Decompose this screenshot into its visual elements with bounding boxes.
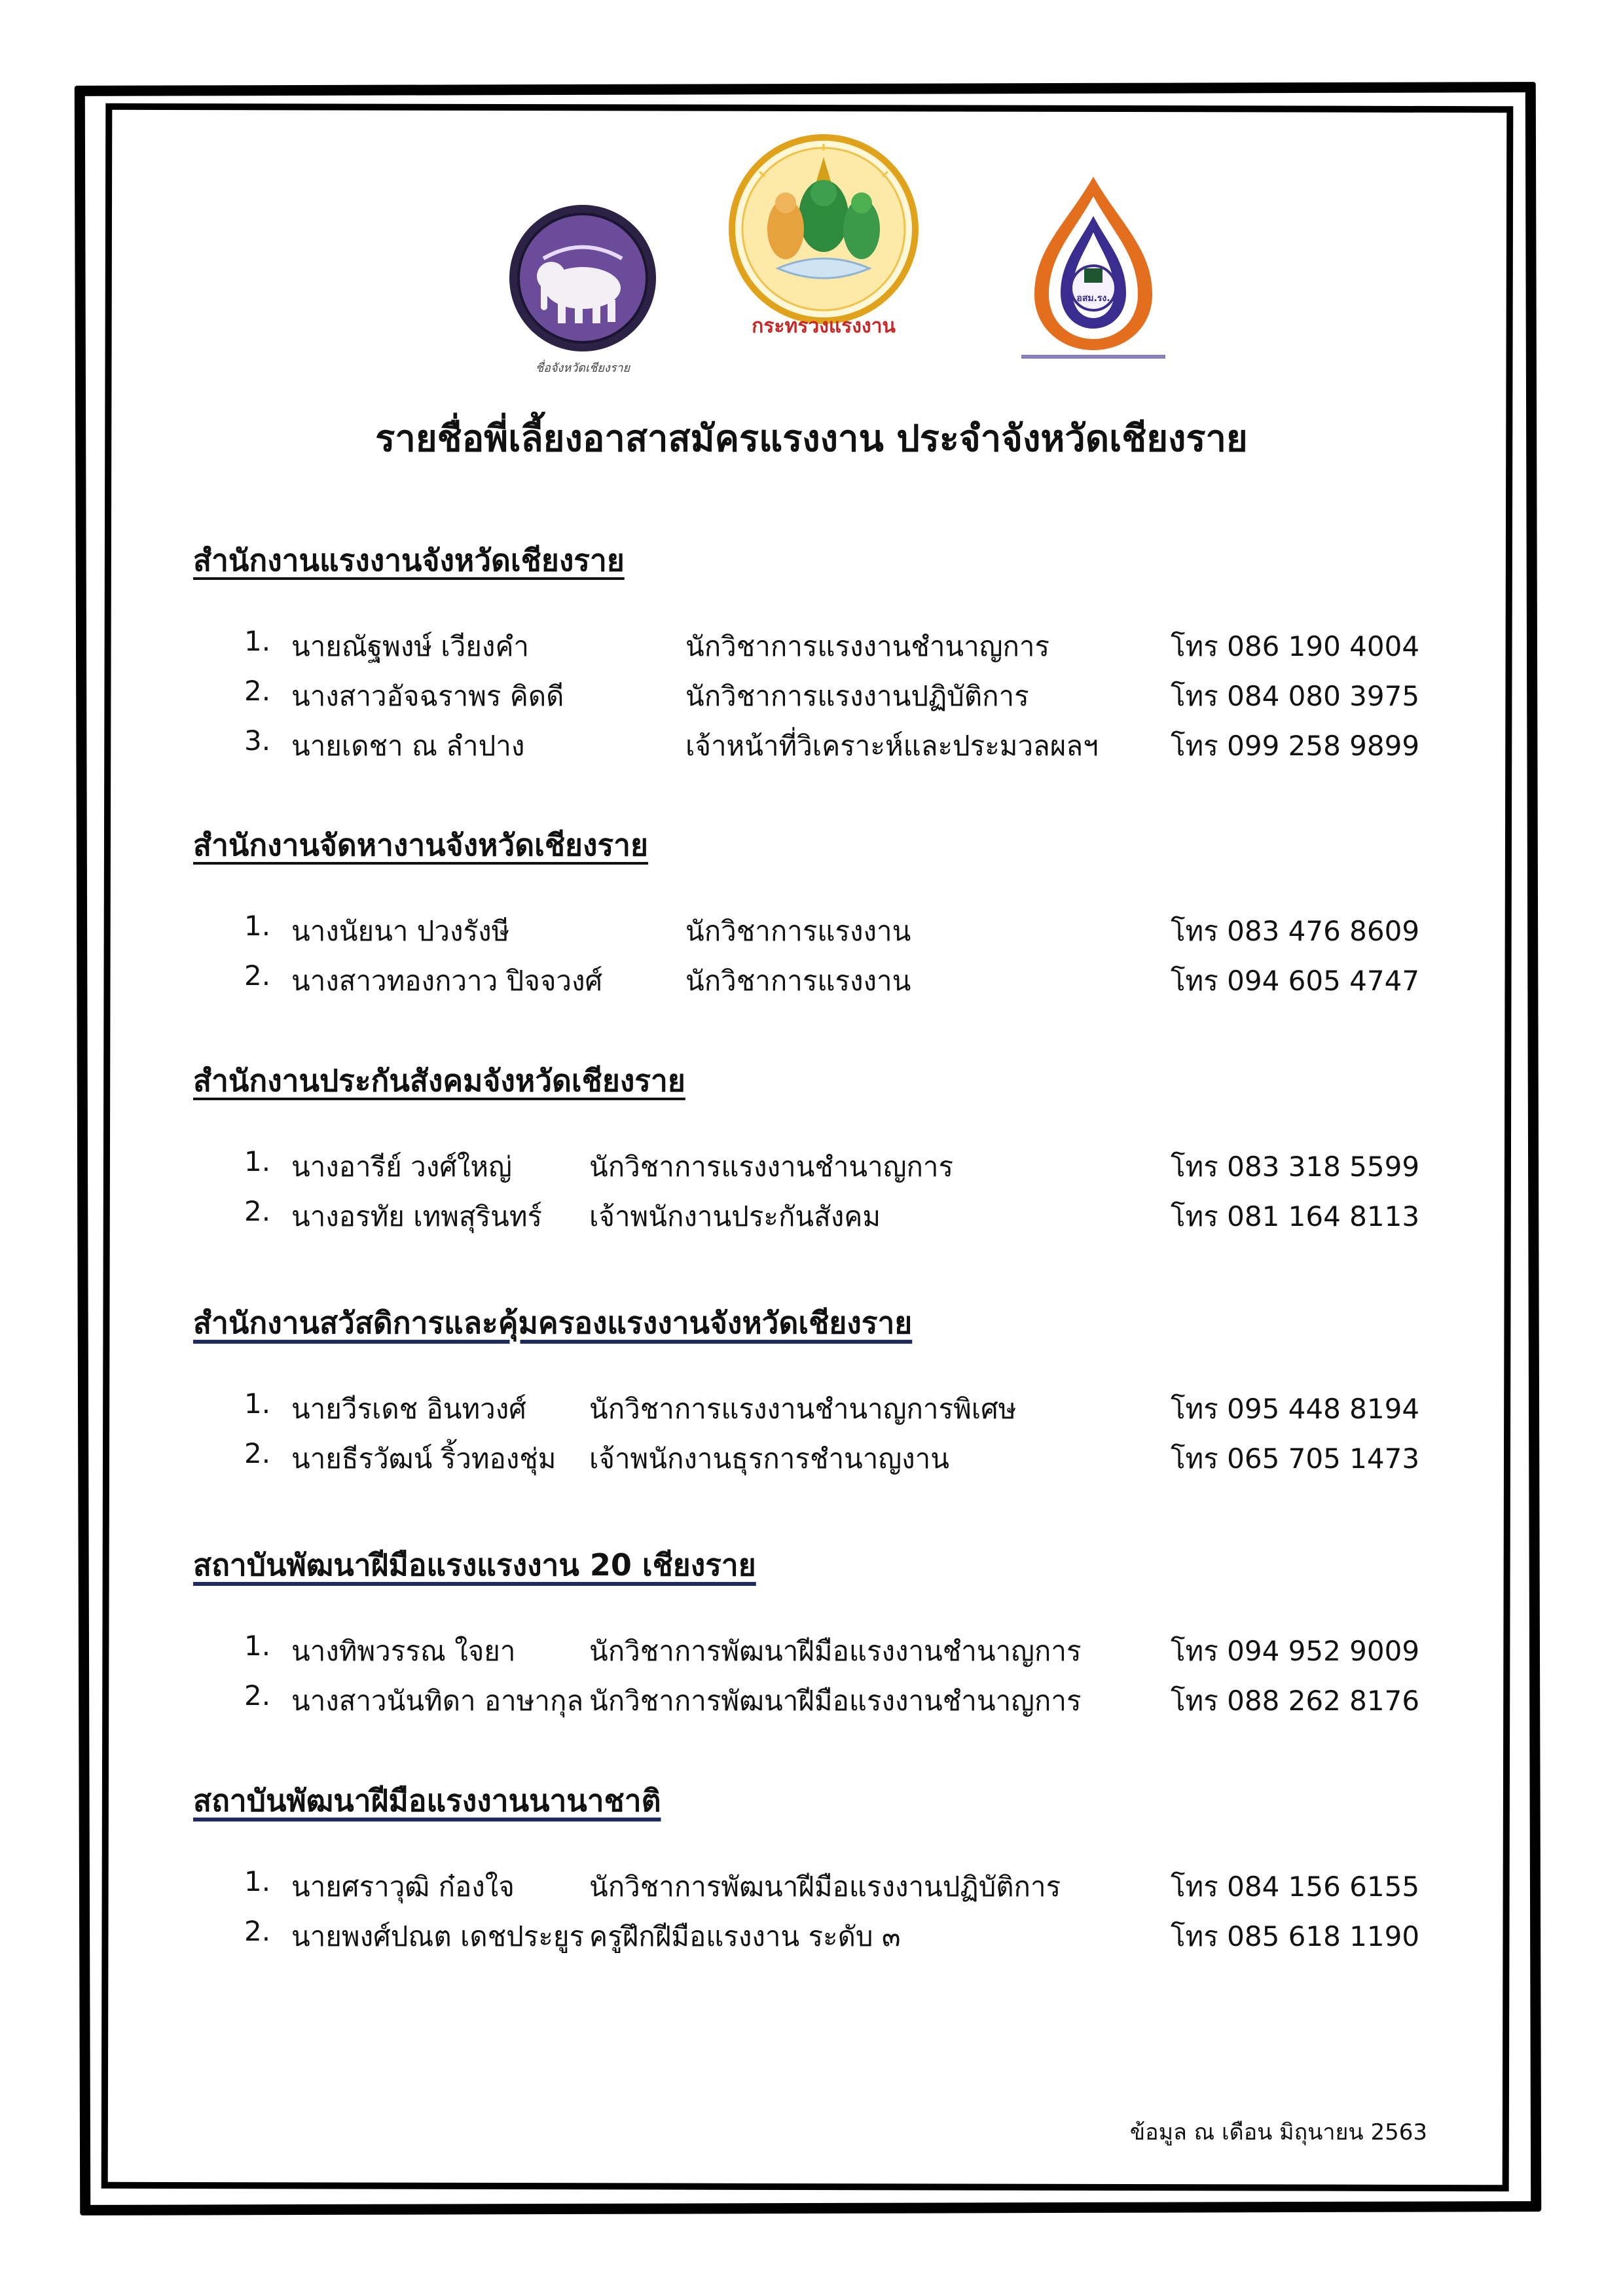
section-labour-office — [193, 537, 1503, 774]
section-heading: สำนักงานแรงงานจังหวัดเชียงราย — [193, 543, 625, 578]
item-number: 2. — [244, 1437, 271, 1469]
ministry-seal-caption: กระทรวงแรงงาน — [752, 315, 896, 338]
list-item — [193, 1915, 1503, 1965]
item-number: 1. — [244, 910, 271, 942]
volunteer-emblem-logo — [1008, 170, 1178, 367]
person-role: เจ้าหน้าที่วิเคราะห์และประมวลผลฯ — [685, 730, 1099, 762]
people-list — [193, 1865, 1503, 1965]
section-heading: สำนักงานสวัสดิการและคุ้มครองแรงงานจังหวัดเชียงราย — [193, 1305, 913, 1340]
person-role: นักวิชาการแรงงานชำนาญการ — [685, 630, 1050, 662]
person-phone: โทร 085 618 1190 — [1171, 1920, 1420, 1952]
person-phone: โทร 065 705 1473 — [1171, 1443, 1420, 1475]
list-item — [193, 725, 1503, 774]
item-number: 3. — [244, 725, 271, 757]
person-role: นักวิชาการพัฒนาฝีมือแรงงานชำนาญการ — [589, 1635, 1082, 1667]
section-heading: สำนักงานจัดหางานจังหวัดเชียงราย — [193, 827, 648, 863]
list-item — [193, 625, 1503, 675]
person-role: นักวิชาการพัฒนาฝีมือแรงงานชำนาญการ — [589, 1685, 1082, 1717]
person-name: นายณัฐพงษ์ เวียงคำ — [291, 630, 530, 662]
volunteer-emblem-caption: อสม.รง. — [1076, 293, 1110, 304]
province-seal-caption: ชื่อจังหวัดเชียงราย — [535, 361, 630, 375]
person-name: นางอรทัย เทพสุรินทร์ — [291, 1200, 543, 1232]
person-role: นักวิชาการแรงงานชำนาญการ — [589, 1151, 954, 1183]
person-name: นายวีรเดช อินทวงศ์ — [291, 1393, 526, 1425]
list-item — [193, 1437, 1503, 1487]
person-role: นักวิชาการแรงงาน — [685, 965, 911, 997]
person-role: เจ้าพนักงานธุรการชำนาญงาน — [589, 1443, 949, 1475]
people-list — [193, 910, 1503, 1009]
person-phone: โทร 083 476 8609 — [1171, 915, 1420, 947]
person-role: นักวิชาการแรงงานปฏิบัติการ — [685, 680, 1029, 712]
person-phone: โทร 099 258 9899 — [1171, 730, 1420, 762]
item-number: 1. — [244, 1630, 271, 1662]
person-phone: โทร 094 605 4747 — [1171, 965, 1420, 997]
item-number: 2. — [244, 1915, 271, 1947]
list-item — [193, 1388, 1503, 1437]
item-number: 2. — [244, 1195, 271, 1227]
person-name: นางนัยนา ปวงรังษี — [291, 915, 510, 947]
person-name: นายศราวุฒิ ก๋องใจ — [291, 1871, 515, 1903]
section-social-security-office — [193, 1057, 1503, 1245]
person-name: นางสาวอัจฉราพร คิดดี — [291, 680, 564, 712]
list-item — [193, 1865, 1503, 1915]
logo-row — [0, 111, 1623, 373]
flame-emblem-icon — [1034, 177, 1152, 350]
person-role: เจ้าพนักงานประกันสังคม — [589, 1200, 881, 1232]
section-welfare-protection-office — [193, 1299, 1503, 1487]
person-phone: โทร 088 262 8176 — [1171, 1685, 1420, 1717]
list-item — [193, 675, 1503, 725]
people-list — [193, 625, 1503, 774]
item-number: 2. — [244, 960, 271, 992]
list-item — [193, 1679, 1503, 1729]
item-number: 1. — [244, 1145, 271, 1177]
person-role: นักวิชาการพัฒนาฝีมือแรงงานปฏิบัติการ — [589, 1871, 1061, 1903]
person-name: นางอารีย์ วงศ์ใหญ่ — [291, 1151, 512, 1183]
person-name: นางสาวนันทิดา อาษากุล — [291, 1685, 584, 1717]
list-item — [193, 1145, 1503, 1195]
item-number: 1. — [244, 1865, 271, 1897]
people-list — [193, 1145, 1503, 1245]
item-number: 2. — [244, 1679, 271, 1712]
data-date-note: ข้อมูล ณ เดือน มิถุนายน 2563 — [1129, 2119, 1427, 2145]
person-name: นายธีรวัฒน์ ริ้วทองชุ่ม — [291, 1443, 556, 1475]
list-item — [193, 1195, 1503, 1245]
section-employment-office — [193, 821, 1503, 1009]
person-phone: โทร 086 190 4004 — [1171, 630, 1420, 662]
person-phone: โทร 084 080 3975 — [1171, 680, 1420, 712]
item-number: 1. — [244, 1388, 271, 1420]
section-heading: สำนักงานประกันสังคมจังหวัดเชียงราย — [193, 1063, 685, 1098]
list-item — [193, 910, 1503, 960]
ministry-seal-logo — [725, 118, 922, 367]
person-phone: โทร 095 448 8194 — [1171, 1393, 1420, 1425]
person-name: นางสาวทองกวาว ปิจจวงศ์ — [291, 965, 603, 997]
person-phone: โทร 083 318 5599 — [1171, 1151, 1420, 1183]
person-phone: โทร 081 164 8113 — [1171, 1200, 1420, 1232]
section-heading: สถาบันพัฒนาฝีมือแรงแรงงาน 20 เชียงราย — [193, 1547, 756, 1583]
section-skill-dev-institute-20 — [193, 1541, 1503, 1729]
person-phone: โทร 084 156 6155 — [1171, 1871, 1420, 1903]
item-number: 2. — [244, 675, 271, 707]
person-name: นายพงศ์ปณต เดชประยูร — [291, 1920, 585, 1952]
person-name: นางทิพวรรณ ใจยา — [291, 1635, 516, 1667]
section-international-skill-institute — [193, 1777, 1503, 1965]
province-seal-logo — [498, 196, 668, 380]
people-list — [193, 1388, 1503, 1487]
person-name: นายเดชา ณ ลำปาง — [291, 730, 525, 762]
person-phone: โทร 094 952 9009 — [1171, 1635, 1420, 1667]
person-role: นักวิชาการแรงงาน — [685, 915, 911, 947]
person-role: นักวิชาการแรงงานชำนาญการพิเศษ — [589, 1393, 1017, 1425]
people-list — [193, 1630, 1503, 1729]
page-title: รายชื่อพี่เลี้ยงอาสาสมัครแรงงาน ประจำจังหวัดเชียงราย — [375, 418, 1248, 460]
person-role: ครูฝึกฝีมือแรงงาน ระดับ ๓ — [589, 1920, 901, 1952]
section-heading: สถาบันพัฒนาฝีมือแรงงานนานาชาติ — [193, 1783, 661, 1818]
list-item — [193, 960, 1503, 1009]
item-number: 1. — [244, 625, 271, 657]
list-item — [193, 1630, 1503, 1679]
